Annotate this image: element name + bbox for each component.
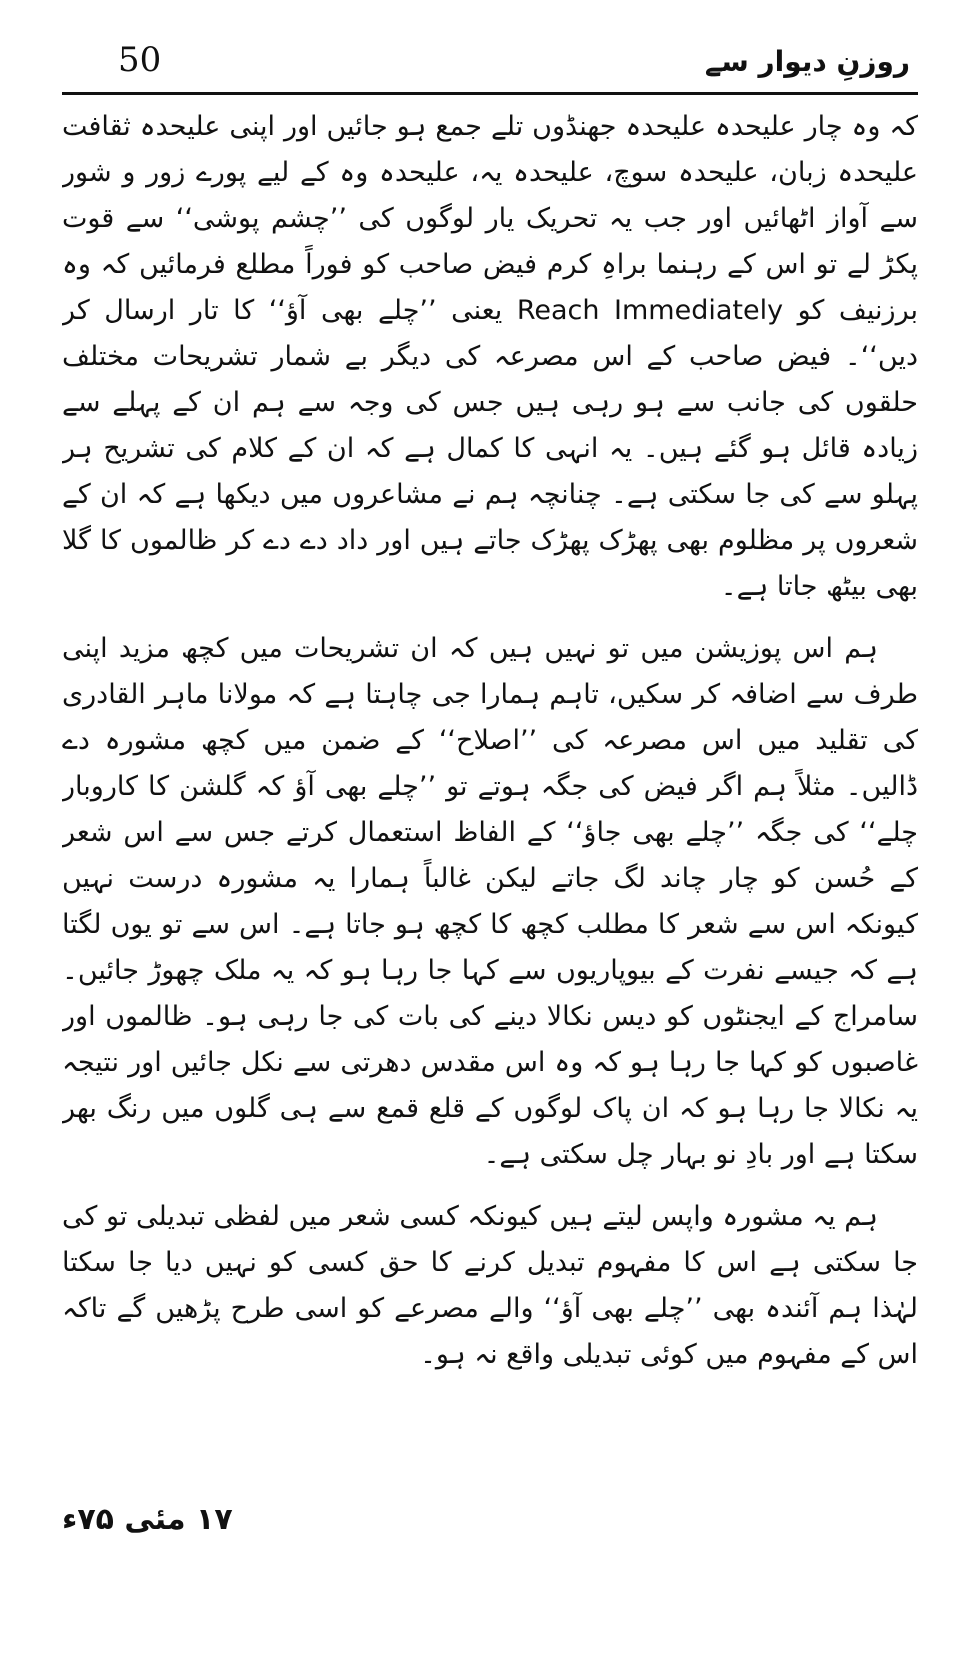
- paragraph-1: کہ وہ چار علیحدہ علیحدہ جھنڈوں تلے جمع ہو جائیں اور اپنی علیحدہ ثقافت علیحدہ زبان، علیحدہ سوچ، علیحدہ یہ، علیحدہ وہ کے لیے پورے زور و شور سے آواز اٹھائیں اور جب یہ تحریک یار لوگوں کی ’’چشم پوشی‘‘ سے قوت پکڑ لے تو اس کے رہنما براہِ کرم فیض صاحب کو فوراً مطلع فرمائیں کہ وہ برزنیف کو Reach Immediately یعنی ’’چلے بھی آؤ‘‘ کا تار ارسال کر دیں‘‘۔ فیض صاحب کے اس مصرعہ کی دیگر بے شمار تشریحات مختلف حلقوں کی جانب سے ہو رہی ہیں جس کی وجہ سے ہم ان کے پہلے سے زیادہ قائل ہو گئے ہیں۔ یہ انہی کا کمال ہے کہ ان کے کلام کی تشریح ہر پہلو سے کی جا سکتی ہے۔ چنانچہ ہم نے مشاعروں میں دیکھا ہے کہ ان کے شعروں پر مظلوم بھی پھڑک پھڑک جاتے ہیں اور داد دے دے کر ظالموں کا گلا بھی بیٹھ جاتا ہے۔: [62, 111, 918, 602]
- running-head: روزنِ دیوار سے: [704, 45, 910, 78]
- body-text: [62, 104, 918, 1594]
- paragraph-2: ہم اس پوزیشن میں تو نہیں ہیں کہ ان تشریحات میں کچھ مزید اپنی طرف سے اضافہ کر سکیں، تاہم ہمارا جی چاہتا ہے کہ مولانا ماہر القادری کی تقلید میں اس مصرعہ کی ’’اصلاح‘‘ کے ضمن میں کچھ مشورہ دے ڈالیں۔ مثلاً ہم اگر فیض کی جگہ ہوتے تو ’’چلے بھی آؤ کہ گلشن کا کاروبار چلے‘‘ کی جگہ ’’چلے بھی جاؤ‘‘ کے الفاظ استعمال کرتے جس سے اس شعر کے حُسن کو چار چاند لگ جاتے لیکن غالباً ہمارا یہ مشورہ درست نہیں کیونکہ اس سے شعر کا مطلب کچھ کا کچھ ہو جاتا ہے۔ اس سے تو یوں لگتا ہے کہ جیسے نفرت کے بیوپاریوں سے کہا جا رہا ہو کہ یہ ملک چھوڑ جائیں۔ سامراج کے ایجنٹوں کو دیس نکالا دینے کی بات کی جا رہی ہو۔ ظالموں اور غاصبوں کو کہا جا رہا ہو کہ وہ اس مقدس دھرتی سے نکل جائیں اور نتیجہ یہ نکالا جا رہا ہو کہ ان پاک لوگوں کے قلع قمع سے ہی گلوں میں رنگ بھر سکتا ہے اور بادِ نو بہار چل سکتی ہے۔: [62, 633, 918, 1170]
- page-number: 50: [118, 40, 162, 80]
- dateline: ۱۷ مئی ۷۵ء: [62, 1502, 233, 1537]
- header-rule: [62, 92, 918, 95]
- paragraph-3: ہم یہ مشورہ واپس لیتے ہیں کیونکہ کسی شعر میں لفظی تبدیلی تو کی جا سکتی ہے اس کا مفہوم تبدیل کرنے کا حق کسی کو نہیں دیا جا سکتا لہٰذا ہم آئندہ بھی ’’چلے بھی آؤ‘‘ والے مصرعے کو اسی طرح پڑھیں گے تاکہ اس کے مفہوم میں کوئی تبدیلی واقع نہ ہو۔: [62, 1201, 918, 1370]
